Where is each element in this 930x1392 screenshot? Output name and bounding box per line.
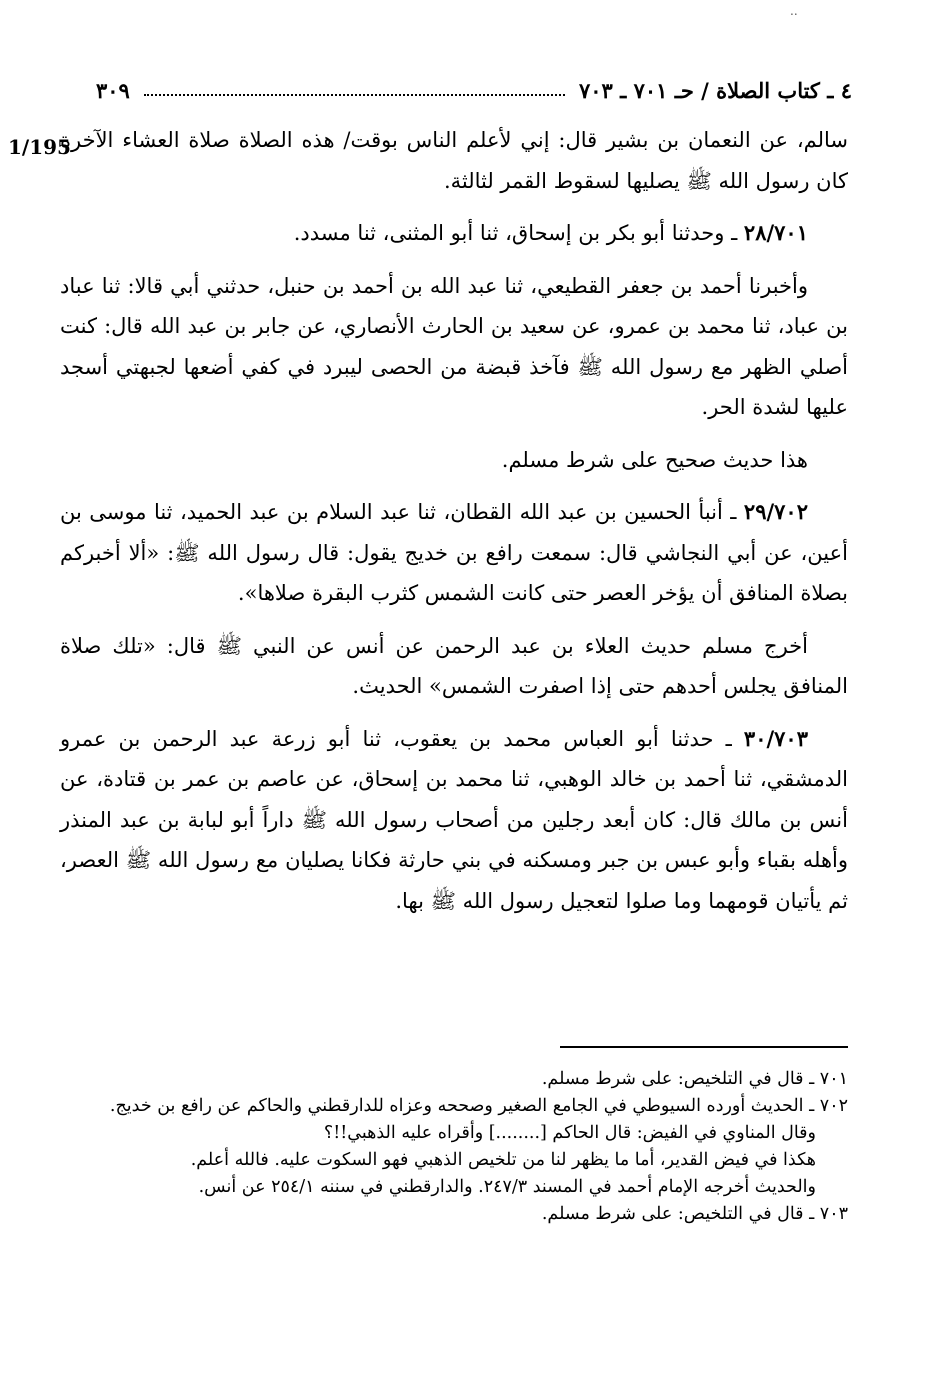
paragraph <box>60 626 848 707</box>
margin-volume-page-note: 1/195 <box>8 135 71 159</box>
paragraph-text: سالم، عن النعمان بن بشير قال: إني لأعلم الناس بوقت/ هذه الصلاة صلاة العشاء الآخرة كان رسول الله ﷺ يصليها لسقوط القمر لثالثة. <box>60 128 848 193</box>
footnote-separator <box>560 1046 848 1048</box>
footnote: ٧٠١ ـ قال في التلخيص: على شرط مسلم. <box>541 1069 848 1089</box>
paragraph-text: ـ وحدثنا أبو بكر بن إسحاق، ثنا أبو المثنى، ثنا مسدد. <box>293 221 744 245</box>
footnote: ٧٠٢ ـ الحديث أورده السيوطي في الجامع الصغير وصححه وعزاه للدارقطني والحاكم عن رافع بن خديج. <box>109 1096 848 1116</box>
header-title: ٤ ـ كتاب الصلاة / حـ ٧٠١ ـ ٧٠٣ <box>578 77 852 103</box>
main-text <box>60 120 848 933</box>
paragraph <box>60 492 848 614</box>
footnotes <box>76 1066 848 1228</box>
paragraph <box>60 266 848 428</box>
paragraph <box>60 440 848 481</box>
paragraph-text: هذا حديث صحيح على شرط مسلم. <box>501 447 808 472</box>
paragraph-text: وأخبرنا أحمد بن جعفر القطيعي، ثنا عبد الله بن أحمد بن حنبل، حدثني أبي قالا: ثنا عباد بن عباد، ثنا محمد بن عمرو، عن سعيد بن الحارث الأنصاري، عن جابر بن عبد الله قال: كنت أصلي الظهر مع رسول الله ﷺ فآخذ قبضة من الحصى ليبرد في كفي أضعها لجبهتي أسجد عليها لشدة الحر. <box>60 273 848 419</box>
header-dot-leader <box>144 94 565 96</box>
paragraph-text: ـ أنبأ الحسين بن عبد الله القطان، ثنا عبد السلام بن عبد الحميد، ثنا موسى بن أعين، عن أبي النجاشي قال: سمعت رافع بن خديج يقول: قال رسول الله ﷺ: «ألا أخبركم بصلاة المنافق أن يؤخر العصر حتى كانت الشمس كثرب البقرة صلاها». <box>60 500 848 605</box>
footnote-continuation: وقال المناوي في الفيض: قال الحاكم [........] وأقراه عليه الذهبي!!؟ <box>323 1123 816 1143</box>
paragraph-text: أخرج مسلم حديث العلاء بن عبد الرحمن عن أنس عن النبي ﷺ قال: «تلك صلاة المنافق يجلس أحدهم حتى إذا اصفرت الشمس» الحديث. <box>60 633 848 698</box>
footnote-continuation: والحديث أخرجه الإمام أحمد في المسند ٢٤٧/٣. والدارقطني في سننه ٢٥٤/١ عن أنس. <box>198 1177 816 1197</box>
footnote-continuation: هكذا في فيض القدير، أما ما يظهر لنا من تلخيص الذهبي فهو السكوت عليه. فالله أعلم. <box>190 1150 816 1170</box>
paragraph <box>60 213 848 254</box>
paragraph <box>60 719 848 922</box>
footnote: ٧٠٣ ـ قال في التلخيص: على شرط مسلم. <box>541 1204 848 1224</box>
hadith-number: ٣٠/٧٠٣ <box>743 725 808 751</box>
hadith-number: ٢٩/٧٠٢ <box>743 499 808 524</box>
page-number: ٣٠٩ <box>96 77 130 103</box>
running-header <box>96 70 852 110</box>
paragraph <box>60 120 848 201</box>
corner-mark: .. <box>790 4 798 18</box>
hadith-number: ٢٨/٧٠١ <box>743 220 808 245</box>
paragraph-text: ـ حدثنا أبو العباس محمد بن يعقوب، ثنا أبو زرعة عبد الرحمن بن عمرو الدمشقي، ثنا أحمد بن خالد الوهبي، ثنا محمد بن إسحاق، عن عاصم بن عمر بن قتادة، عن أنس بن مالك قال: كان أبعد رجلين من أصحاب رسول الله ﷺ داراً أبو لبابة بن عبد المنذر وأهله بقباء وأبو عبس بن جبر ومسكنه في بني حارثة فكانا يصليان مع رسول الله ﷺ العصر، ثم يأتيان قومهما وما صلوا لتعجيل رسول الله ﷺ بها. <box>60 726 848 913</box>
